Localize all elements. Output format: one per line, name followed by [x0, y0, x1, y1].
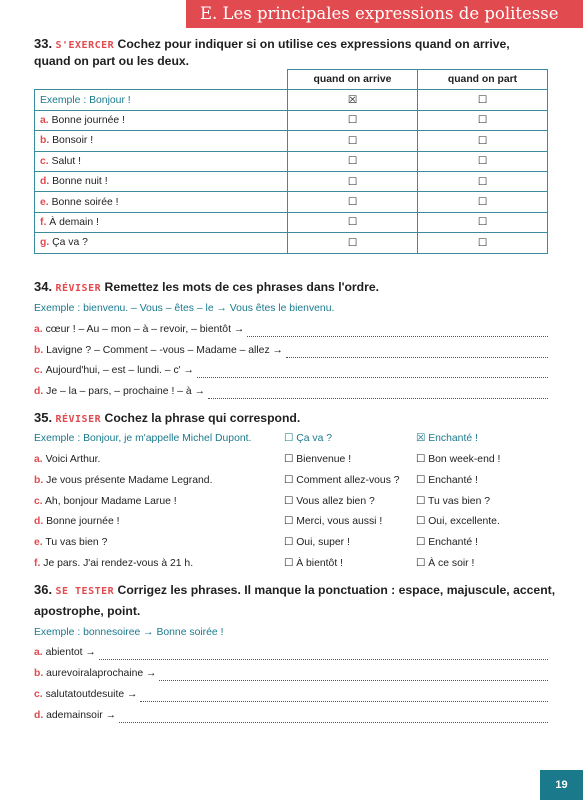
item-text: Tu vas bien ?	[45, 537, 108, 548]
ex33-instruction-line2: quand on part ou les deux.	[34, 54, 190, 68]
item-letter: b.	[34, 475, 44, 486]
item-letter: c.	[34, 496, 43, 507]
item-letter: c.	[40, 155, 49, 167]
option-1[interactable]: ☐ Ça va ?	[284, 433, 333, 444]
item-letter: e.	[40, 196, 49, 208]
checkbox-arrive[interactable]: ☐	[288, 131, 418, 151]
item-text: Je vous présente Madame Legrand.	[46, 475, 213, 486]
list-item	[34, 495, 177, 509]
ex34-tag: RÉVISER	[55, 283, 102, 294]
answer-field[interactable]	[208, 388, 548, 399]
ex35-tag: RÉVISER	[55, 414, 102, 425]
option-1[interactable]: ☐ Comment allez-vous ?	[284, 475, 400, 486]
item-letter: d.	[34, 386, 44, 397]
item-text: cœur ! – Au – mon – à – revoir, – bientôt →	[45, 324, 245, 335]
option-1[interactable]: ☐ Oui, super !	[284, 537, 350, 548]
list-item	[34, 536, 107, 550]
table-row	[35, 90, 548, 110]
item-text: salutatoutdesuite →	[45, 689, 138, 700]
item-letter: d.	[34, 710, 44, 721]
checkbox-part[interactable]: ☐	[418, 151, 548, 171]
ex34-instruction: Remettez les mots de ces phrases dans l'ordre.	[104, 280, 380, 294]
checkbox-arrive[interactable]: ☐	[288, 212, 418, 232]
item-text: Bonsoir !	[52, 135, 94, 147]
item-letter: b.	[34, 668, 44, 679]
ex36-tag: SE TESTER	[55, 586, 115, 597]
option-2[interactable]: ☒ Enchanté !	[416, 433, 478, 444]
ex34-heading	[34, 277, 379, 299]
answer-line	[34, 688, 548, 702]
answer-field[interactable]	[140, 691, 548, 702]
item-letter: b.	[40, 135, 50, 147]
item-text: abientot →	[45, 647, 96, 658]
answer-line	[34, 364, 548, 378]
table-row	[35, 212, 548, 232]
item-letter: f.	[40, 216, 47, 228]
ex34-number: 34.	[34, 279, 53, 294]
checkbox-part[interactable]: ☐	[418, 171, 548, 191]
item-letter: b.	[34, 345, 44, 356]
option-2[interactable]: ☐ Enchanté !	[416, 537, 478, 548]
answer-line	[34, 709, 548, 723]
col-header-part: quand on part	[418, 70, 548, 90]
checkbox-arrive[interactable]: ☐	[288, 110, 418, 130]
answer-line	[34, 667, 548, 681]
ex35-heading	[34, 408, 300, 430]
ex33-table	[34, 69, 548, 254]
example-text: Exemple : Bonjour !	[35, 90, 288, 110]
ex36-example: Exemple : bonnesoiree → Bonne soirée !	[34, 627, 224, 638]
ex36-instruction-line2: apostrophe, point.	[34, 604, 141, 618]
item-letter: d.	[40, 176, 50, 188]
item-text: Salut !	[51, 155, 82, 167]
ex33-instruction-line1: Cochez pour indiquer si on utilise ces expressions quand on arrive,	[117, 37, 510, 51]
ex36-heading	[34, 580, 555, 602]
checkbox-arrive[interactable]: ☐	[288, 171, 418, 191]
ex33-tag: S'EXERCER	[55, 40, 115, 51]
table-row	[35, 151, 548, 171]
answer-line	[34, 323, 548, 337]
col-header-arrive: quand on arrive	[288, 70, 418, 90]
checkbox-part[interactable]: ☐	[418, 110, 548, 130]
item-text: Voici Arthur.	[45, 454, 101, 465]
ex36-number: 36.	[34, 582, 53, 597]
table-row	[35, 171, 548, 191]
checkbox-arrive[interactable]: ☐	[288, 192, 418, 212]
answer-field[interactable]	[119, 712, 548, 723]
list-item	[34, 515, 120, 529]
item-letter: e.	[34, 537, 43, 548]
checkbox-part[interactable]: ☐	[418, 192, 548, 212]
option-2[interactable]: ☐ Enchanté !	[416, 475, 478, 486]
checkbox-arrive[interactable]: ☐	[288, 151, 418, 171]
table-row	[35, 110, 548, 130]
page-number: 19	[540, 770, 583, 800]
item-text: Ah, bonjour Madame Larue !	[45, 496, 177, 507]
option-1[interactable]: ☐ À bientôt !	[284, 558, 343, 569]
answer-field[interactable]	[159, 670, 548, 681]
answer-field[interactable]	[247, 326, 548, 337]
ex33-number: 33.	[34, 36, 53, 51]
table-row	[35, 233, 548, 253]
item-letter: c.	[34, 365, 43, 376]
option-1[interactable]: ☐ Vous allez bien ?	[284, 496, 375, 507]
item-text: À demain !	[49, 216, 99, 228]
item-text: Je pars. J'ai rendez-vous à 21 h.	[43, 558, 194, 569]
checkbox-part[interactable]: ☐	[418, 212, 548, 232]
ex35-number: 35.	[34, 410, 53, 425]
option-1[interactable]: ☐ Merci, vous aussi !	[284, 516, 383, 527]
answer-field[interactable]	[286, 347, 548, 358]
option-2[interactable]: ☐ À ce soir !	[416, 558, 475, 569]
checkbox-arrive[interactable]: ☒	[288, 90, 418, 110]
answer-field[interactable]	[99, 649, 548, 660]
item-text: Je – la – pars, – prochaine ! – à →	[46, 386, 205, 397]
checkbox-part[interactable]: ☐	[418, 131, 548, 151]
example-text: Exemple : Bonjour, je m'appelle Michel Dupont.	[34, 433, 252, 444]
item-text: Ça va ?	[52, 237, 88, 249]
item-letter: f.	[34, 558, 41, 569]
ex35-instruction: Cochez la phrase qui correspond.	[104, 411, 301, 425]
option-2[interactable]: ☐ Tu vas bien ?	[416, 496, 491, 507]
item-letter: d.	[34, 516, 44, 527]
list-item	[34, 557, 193, 571]
answer-line	[34, 385, 548, 399]
option-2[interactable]: ☐ Bon week-end !	[416, 454, 501, 465]
item-text: Aujourd'hui, – est – lundi. – c' →	[45, 365, 194, 376]
item-text: Bonne journée !	[46, 516, 120, 527]
chapter-title: E. Les principales expressions de politesse	[186, 0, 583, 28]
item-letter: a.	[34, 324, 43, 335]
ex34-example: Exemple : bienvenu. – Vous – êtes – le → Vous êtes le bienvenu.	[34, 303, 335, 314]
item-text: Bonne journée !	[51, 114, 125, 126]
table-row	[35, 131, 548, 151]
item-text: ademainsoir →	[46, 710, 117, 721]
checkbox-arrive[interactable]: ☐	[288, 233, 418, 253]
answer-line	[34, 344, 548, 358]
item-letter: c.	[34, 689, 43, 700]
list-item	[34, 453, 100, 467]
item-text: Bonne soirée !	[51, 196, 119, 208]
table-row	[35, 192, 548, 212]
checkbox-part[interactable]: ☐	[418, 90, 548, 110]
option-1[interactable]: ☐ Bienvenue !	[284, 454, 352, 465]
item-letter: a.	[40, 114, 49, 126]
item-text: aurevoiralaprochaine →	[46, 668, 157, 679]
ex36-instruction-line1: Corrigez les phrases. Il manque la ponctuation : espace, majuscule, accent,	[117, 583, 556, 597]
checkbox-part[interactable]: ☐	[418, 233, 548, 253]
answer-line	[34, 646, 548, 660]
item-letter: a.	[34, 647, 43, 658]
item-text: Lavigne ? – Comment – -vous – Madame – allez →	[46, 345, 283, 356]
item-letter: a.	[34, 454, 43, 465]
list-item	[34, 474, 212, 488]
option-2[interactable]: ☐ Oui, excellente.	[416, 516, 500, 527]
item-letter: g.	[40, 237, 50, 249]
item-text: Bonne nuit !	[52, 176, 108, 188]
answer-field[interactable]	[197, 367, 548, 378]
